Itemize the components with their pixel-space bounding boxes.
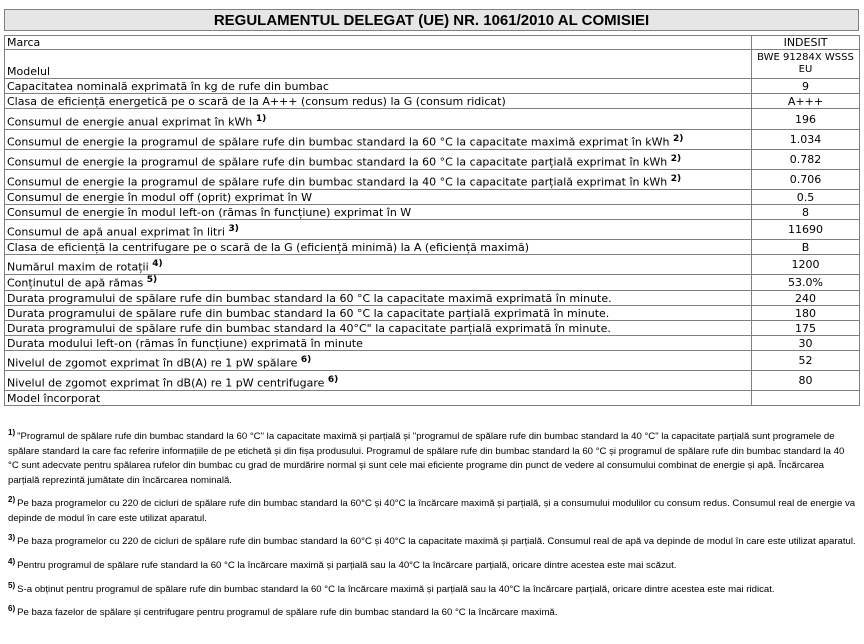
spec-value: BWE 91284X WSSS EU [752,50,860,79]
spec-label: Clasa de eficiență la centrifugare pe o scară de la G (eficiență minimă) la A (eficiență maximă) [7,241,530,254]
spec-label-cell [5,306,752,321]
spec-row [5,291,860,306]
spec-row [5,130,860,150]
spec-label-cell [5,240,752,255]
footnote-mark: 4) [8,557,16,567]
spec-value: 11690 [752,220,860,240]
spec-label-cell [5,190,752,205]
spec-value: 240 [752,291,860,306]
footnote [8,531,856,550]
spec-value: 1200 [752,255,860,275]
footnote-ref: 3) [228,224,239,235]
spec-row [5,371,860,391]
spec-label: Marca [7,36,41,49]
spec-row [5,50,860,79]
spec-value: 175 [752,321,860,336]
footnote-ref: 2) [670,174,682,185]
footnote-ref: 2) [673,134,684,145]
spec-value [752,391,860,406]
spec-value: 0.782 [752,150,860,170]
spec-label: Nivelul de zgomot exprimat în dB(A) re 1 pW centrifugare [7,377,325,390]
spec-label-cell [5,255,752,275]
spec-value: 8 [752,205,860,220]
spec-label: Consumul de energie în modul left-on (rămas în funcțiune) exprimat în W [7,206,412,219]
spec-label-cell [5,321,752,336]
spec-label-cell [5,336,752,351]
footnote [8,602,856,621]
spec-label: Consumul de energie anual exprimat în kWh [7,116,253,129]
spec-value: 196 [752,109,860,130]
spec-label-cell [5,351,752,371]
footnote [8,493,856,526]
spec-label: Consumul de energie la programul de spălare rufe din bumbac standard la 60 °C la capacitate parțială exprimat în kWh [7,156,668,169]
spec-label: Consumul de energie la programul de spălare rufe din bumbac standard la 60 °C la capacitate maximă exprimat în kWh [7,136,670,149]
spec-label: Consumul de energie la programul de spălare rufe din bumbac standard la 40 °C la capacitate parțială exprimat în kWh [7,176,668,189]
spec-value: 0.706 [752,170,860,190]
footnotes [8,426,856,626]
page-title: REGULAMENTUL DELEGAT (UE) NR. 1061/2010 AL COMISIEI [4,9,859,31]
spec-row [5,275,860,291]
footnote-text: Pentru programul de spălare rufe standard la 60 °C la încărcare maximă și parțială sau la 40°C la încărcare parțială, oricare dintre acestea este mai scăzut. [17,560,677,572]
spec-row [5,336,860,351]
spec-value: 9 [752,79,860,94]
spec-label-cell [5,150,752,170]
spec-label: Durata modului left-on (rămas în funcțiune) exprimată în minute [7,337,363,350]
footnote-ref: 5) [146,275,158,286]
footnote-ref: 6) [300,355,312,366]
spec-label: Consumul de energie în modul off (oprit) exprimat în W [7,191,312,204]
spec-label: Durata programului de spălare rufe din bumbac standard la 60 °C la capacitate parțială exprimată în minute. [7,307,610,320]
footnote-mark: 1) [8,428,16,437]
spec-label-cell [5,130,752,150]
spec-label: Numărul maxim de rotații [7,261,149,274]
spec-label-cell [5,109,752,130]
spec-label: Durata programului de spălare rufe din bumbac standard la 40°C" la capacitate parțială exprimată în minute. [7,322,611,335]
spec-label: Consumul de apă anual exprimat în litri [7,226,225,239]
footnote [8,555,856,574]
spec-row [5,109,860,130]
footnote-mark: 6) [8,604,16,614]
spec-row [5,190,860,205]
spec-row [5,321,860,336]
spec-value: A+++ [752,94,860,109]
spec-value: 53.0% [752,275,860,291]
spec-label: Clasa de eficiență energetică pe o scară de la A+++ (consum redus) la G (consum ridicat) [7,95,506,108]
spec-value: INDESIT [752,36,860,50]
spec-row [5,94,860,109]
spec-value: 80 [752,371,860,391]
footnote-text: Pe baza programelor cu 220 de cicluri de spălare rufe din bumbac standard la 60°C și 40°C la capacitate maximă și parțială. Consumul real de apă va depinde de modul în care este utilizat aparatul. [17,536,856,548]
footnote-mark: 5) [8,580,16,590]
spec-row [5,150,860,170]
spec-label: Nivelul de zgomot exprimat în dB(A) re 1 pW spălare [7,357,298,370]
footnote-mark: 3) [8,533,16,543]
spec-value: 180 [752,306,860,321]
spec-row [5,255,860,275]
footnote-mark: 2) [8,495,16,505]
footnote-text: Pe baza fazelor de spălare și centrifugare pentru programul de spălare rufe din bumbac standard la 60 °C la încărcare maximă. [17,607,558,619]
spec-label-cell [5,79,752,94]
spec-table [4,35,860,406]
footnote [8,579,856,598]
footnote-text: Pe baza programelor cu 220 de cicluri de spălare rufe din bumbac standard la 60°C și 40°C la încărcare maximă și parțială, și a consumului modulilor cu consum redus. Consumul real de energie va depinde de modul în care este utilizat aparatul. [8,498,856,524]
spec-row [5,240,860,255]
spec-label-cell [5,94,752,109]
spec-label: Model încorporat [7,392,101,405]
spec-row [5,351,860,371]
footnote-text: S-a obținut pentru programul de spălare rufe din bumbac standard la 60 °C la încărcare maximă și parțială sau la 40°C la încărcare parțială, oricare dintre acestea este mai ridicat. [17,583,775,595]
spec-row [5,170,860,190]
spec-label-cell [5,371,752,391]
spec-label-cell [5,50,752,79]
spec-value: 1.034 [752,130,860,150]
footnote-ref: 4) [152,259,163,270]
footnote [8,426,856,488]
footnote-ref: 1) [255,114,267,125]
spec-label: Capacitatea nominală exprimată în kg de rufe din bumbac [7,80,329,93]
spec-label-cell [5,291,752,306]
footnote-text: "Programul de spălare rufe din bumbac standard la 60 °C" la capacitate maximă și parțială și "programul de spălare rufe din bumbac standard la 40 °C" la capacitate parțială sunt programele de spălare standard la care fac referire informațiile de pe etichetă și din fișa produsului. Programul de spălare rufe din bumbac standard la 60 °C și programul de spălare rufe din bumbac standard la 40 °C sunt adecvate pentru spălarea rufelor din bumbac cu grad de murdărire normal și sunt cele mai eficiente programe din punct de vedere al consumului combinat de energie și apă. Încărcarea parțială reprezintă jumătate din încărcarea nominală. [8,431,845,486]
spec-row [5,79,860,94]
footnote-ref: 6) [327,375,339,386]
spec-value: B [752,240,860,255]
spec-label: Conținutul de apă rămas [7,277,144,290]
spec-label-cell [5,391,752,406]
spec-row [5,205,860,220]
spec-label-cell [5,36,752,50]
spec-label: Modelul [7,65,51,78]
spec-value: 52 [752,351,860,371]
spec-row [5,220,860,240]
spec-label-cell [5,275,752,291]
spec-row [5,306,860,321]
spec-value: 0.5 [752,190,860,205]
footnote-ref: 2) [670,154,682,165]
spec-row [5,36,860,50]
spec-label-cell [5,205,752,220]
spec-value: 30 [752,336,860,351]
spec-label: Durata programului de spălare rufe din bumbac standard la 60 °C la capacitate maximă exprimată în minute. [7,292,612,305]
spec-label-cell [5,220,752,240]
spec-label-cell [5,170,752,190]
spec-row [5,391,860,406]
